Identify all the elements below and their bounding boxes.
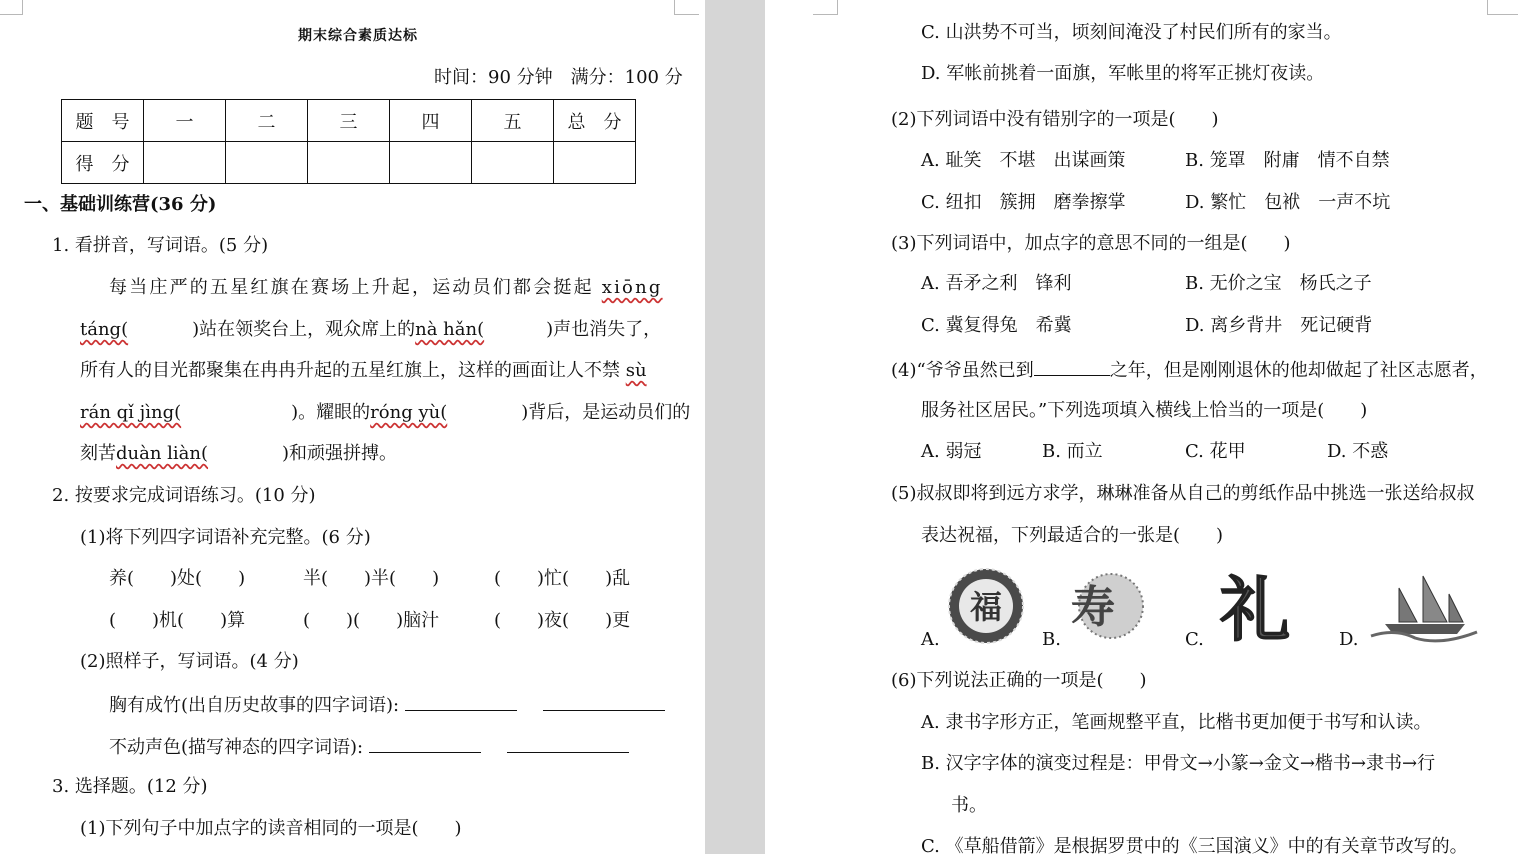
page-gutter [705,0,765,854]
pinyin: xiōng [601,277,663,298]
score-cell[interactable] [390,142,472,184]
papercut-shou-image[interactable] [1061,566,1145,646]
option-line: D. 繁忙 包袱 一声不坑 [1185,192,1391,213]
score-cell[interactable] [308,142,390,184]
idiom-blank[interactable]: ( )夜( )更 [494,610,631,631]
sub-question: (1)将下列四字词语补充完整。(6 分) [80,527,371,548]
option-line: 书。 [951,795,987,816]
score-header-cell: 五 [472,100,554,142]
crop-mark [674,0,699,15]
sub-question: (3)下列词语中，加点字的意思不同的一组是( ) [891,233,1291,254]
score-table [61,99,636,184]
page-title: 期末综合素质达标 [298,28,418,44]
sub-question: (1)下列句子中加点字的读音相同的一项是( ) [80,818,462,839]
idiom-blank[interactable]: ( )( )脑汁 [303,610,440,631]
ship-sail [1423,576,1447,622]
sub-question: (2)下列词语中没有错别字的一项是( ) [891,109,1219,130]
passage-line: 刻苦duàn liàn( )和顽强拼搏。 [80,443,398,464]
idiom-blank[interactable]: ( )机( )算 [109,610,246,631]
sub-question-cont: 服务社区居民。”下列选项填入横线上恰当的一项是( ) [921,400,1368,421]
pinyin: rán qǐ jìng( [80,402,182,423]
option-label: B. [1042,629,1061,650]
crop-mark [813,0,838,15]
sub-question-cont: 表达祝福，下列最适合的一张是( ) [921,525,1224,546]
sub-question: (5)叔叔即将到远方求学，琳琳准备从自己的剪纸作品中挑选一张送给叔叔 [891,483,1475,504]
score-label-cell: 得 分 [62,142,144,184]
option-line: C. 《草船借箭》是根据罗贯中的《三国演义》中的有关章节改写的。 [921,836,1468,854]
question-title: 3. 选择题。(12 分) [52,776,208,797]
passage-line: 所有人的目光都聚集在冉冉升起的五星红旗上，这样的画面让人不禁 sù [80,360,647,381]
ship-sail [1449,594,1463,622]
score-header-cell: 二 [226,100,308,142]
papercut-fu-char: 福 [969,588,1003,626]
answer-blank[interactable] [1034,357,1110,376]
answer-blank[interactable] [507,734,629,753]
option-line: A. 吾矛之利 锋利 [921,273,1072,294]
pinyin: nà hǎn( [415,319,485,340]
score-cell[interactable] [472,142,554,184]
ship-sail [1399,588,1417,622]
score-header-cell: 四 [390,100,472,142]
pinyin: róng yù( [370,402,448,423]
passage-line: táng( )站在领奖台上，观众席上的nà hǎn( )声也消失了， [80,319,662,340]
option-label: C. [1185,629,1204,650]
crop-mark [1487,0,1518,15]
option-line: D. 军帐前挑着一面旗，军帐里的将军正挑灯夜读。 [921,63,1325,84]
option-line: C. 花甲 [1185,441,1246,462]
option-line: D. 离乡背井 死记硬背 [1185,315,1373,336]
option-line: A. 隶书字形方正，笔画规整平直，比楷书更加便于书写和认读。 [921,712,1432,733]
papercut-li-image[interactable] [1209,566,1301,646]
papercut-shou-char: 寿 [1071,582,1115,633]
pinyin: táng( [80,319,129,340]
option-line: B. 汉字字体的演变过程是：甲骨文→小篆→金文→楷书→隶书→行 [921,753,1436,774]
idiom-blank[interactable]: 半( )半( ) [303,568,440,589]
option-line: A. 弱冠 [921,441,982,462]
option-line: D. 不惑 [1327,441,1389,462]
papercut-ship-image[interactable] [1365,566,1483,646]
page-left [0,0,705,854]
option-line: B. 笼罩 附庸 情不自禁 [1185,150,1390,171]
option-line: C. 冀复得兔 希冀 [921,315,1072,336]
option-line: B. 无价之宝 杨氏之子 [1185,273,1372,294]
pinyin: sù [625,360,647,381]
score-header-cell: 三 [308,100,390,142]
option-line: C. 纽扣 簇拥 磨拳擦掌 [921,192,1126,213]
question-title: 2. 按要求完成词语练习。(10 分) [52,485,316,506]
score-cell[interactable] [144,142,226,184]
idiom-blank[interactable]: ( )忙( )乱 [494,568,631,589]
passage-line: rán qǐ jìng( )。耀眼的róng yù( )背后，是运动员们的 [80,402,691,423]
score-cell[interactable] [554,142,636,184]
score-header-cell: 题 号 [62,100,144,142]
option-line: A. 耻笑 不堪 出谋画策 [921,150,1126,171]
answer-blank[interactable] [543,692,665,711]
score-header-cell: 总 分 [554,100,636,142]
answer-blank[interactable] [369,734,481,753]
page-right [765,0,1523,854]
score-cell[interactable] [226,142,308,184]
option-label: D. [1339,629,1359,650]
example-line: 胸有成竹(出自历史故事的四字词语): [109,692,665,718]
pinyin: duàn liàn( [116,443,209,464]
sub-question: (6)下列说法正确的一项是( ) [891,670,1147,691]
papercut-li-char: 礼 [1220,568,1290,646]
idiom-blank[interactable]: 养( )处( ) [109,568,246,589]
option-label: A. [921,629,940,650]
score-header-cell: 一 [144,100,226,142]
option-line: B. 而立 [1042,441,1103,462]
section-heading: 一、基础训练营(36 分) [24,194,217,215]
question-title: 1. 看拼音，写词语。(5 分) [52,235,269,256]
example-line: 不动声色(描写神态的四字词语): [109,734,629,760]
exam-meta: 时间：90 分钟 满分：100 分 [434,67,683,88]
papercut-fu-image[interactable] [946,566,1026,646]
sub-question: (4)“爷爷虽然已到 之年，但是刚刚退休的他却做起了社区志愿者， [891,357,1488,383]
answer-blank[interactable] [405,692,517,711]
crop-mark [0,0,23,15]
passage-line: 每当庄严的五星红旗在赛场上升起，运动员们都会挺起 xiōng [109,277,663,298]
sub-question: (2)照样子，写词语。(4 分) [80,651,299,672]
option-line: C. 山洪势不可当，顷刻间淹没了村民们所有的家当。 [921,22,1342,43]
